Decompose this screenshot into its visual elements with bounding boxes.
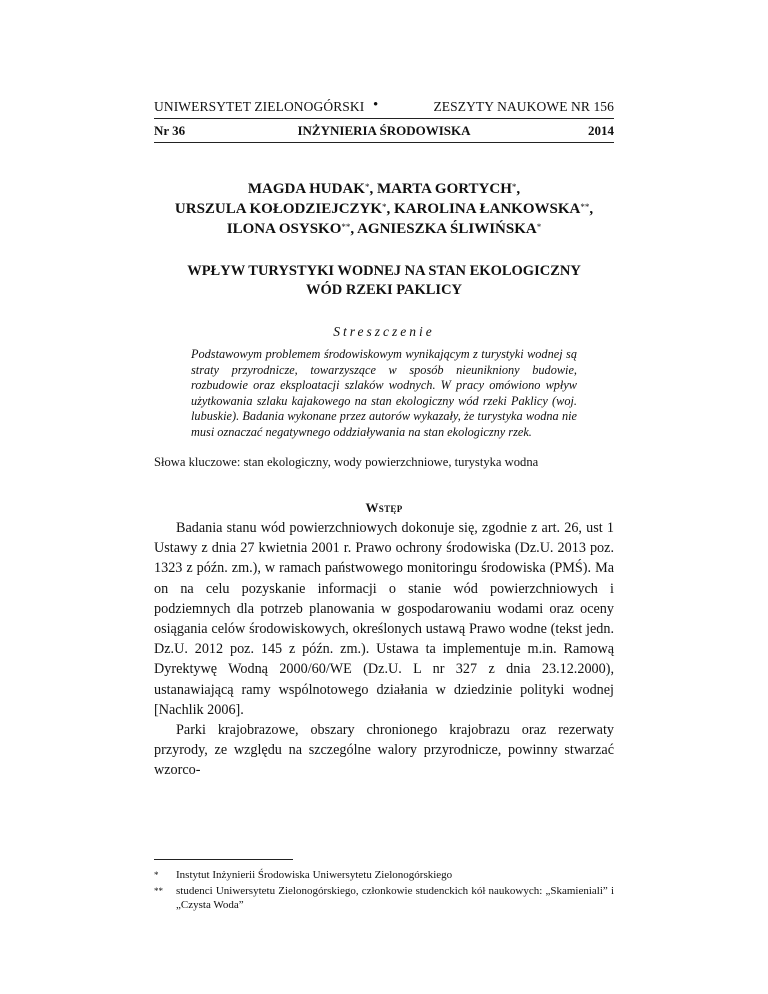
- author-name: MAGDA HUDAK: [247, 181, 365, 197]
- author-name: MARTA GORTYCH: [376, 181, 512, 197]
- footnote-text: studenci Uniwersytetu Zielonogórskiego, członkowie studenckich kół naukowych: „Skamieniali” i „Czysta Woda”: [176, 885, 614, 911]
- header-rule-top: [154, 118, 614, 119]
- footnote-rule: [154, 859, 293, 860]
- title-line: WÓD RZEKI PAKLICY: [305, 282, 463, 298]
- keywords: Słowa kluczowe: stan ekologiczny, wody powierzchniowe, turystyka wodna: [154, 455, 539, 469]
- paragraph: Badania stanu wód powierzchniowych dokonuje się, zgodnie z art. 26, ust 1 Ustawy z dnia 27 kwietnia 2001 r. Prawo ochrony środowiska (Dz.U. 2013 poz. 1323 z późn. zm.), w ramach państwowego monitoringu środowiska (PMŚ). Ma on na celu pozyskanie informacji o stanie wód powierzchniowych i podziemnych dla potrzeb planowania w gospodarowaniu wodami oraz oceny osiągania celów środowiskowych, określonych ustawą Prawo wodne (tekst jedn. Dz.U. 2012 poz. 145 z późn. zm.). Ustawa ta implementuje m.in. Ramową Dyrektywę Wodną 2000/60/WE (Dz.U. L nr 327 z dnia 23.12.2000), ustanawiającą ramy wspólnotowego działania w dziedzinie polityki wodnej [Nachlik 2006].: [154, 520, 614, 718]
- issue-number: Nr 36: [154, 123, 186, 138]
- running-header: [154, 99, 614, 117]
- author-name: AGNIESZKA ŚLIWIŃSKA: [357, 221, 537, 237]
- affiliation-mark: *: [382, 202, 387, 212]
- footnote: [154, 868, 614, 882]
- body-text: [154, 518, 614, 781]
- affiliation-mark: *: [511, 182, 517, 192]
- affiliation-mark: **: [341, 222, 351, 232]
- abstract-heading: Streszczenie: [333, 324, 435, 339]
- author-name: URSZULA KOŁODZIEJCZYK: [174, 201, 383, 217]
- affiliation-mark: **: [580, 202, 590, 212]
- author-name: ILONA OSYSKO: [226, 221, 342, 237]
- author-list: MAGDA HUDAK*, MARTA GORTYCH*, URSZULA KOŁODZIEJCZYK*, KAROLINA ŁANKOWSKA**, ILONA OSYSKO**, AGNIESZKA ŚLIWIŃSKA*: [174, 181, 594, 237]
- section-heading: Wstęp: [365, 500, 403, 515]
- university-name: UNIWERSYTET ZIELONOGÓRSKI: [154, 99, 365, 114]
- field-name: INŻYNIERIA ŚRODOWISKA: [297, 123, 471, 138]
- affiliation-mark: *: [536, 222, 542, 232]
- paper-title: [154, 262, 614, 300]
- footnote-mark: **: [154, 886, 163, 896]
- bullet-separator: •: [373, 97, 379, 113]
- footnote-text: Instytut Inżynierii Środowiska Uniwersytetu Zielonogórskiego: [176, 869, 453, 881]
- journal-name: ZESZYTY NAUKOWE NR 156: [433, 99, 614, 114]
- issue-year: 2014: [588, 123, 614, 138]
- issue-header: [154, 123, 614, 141]
- abstract-text: Podstawowym problemem środowiskowym wynikającym z turystyki wodnej są straty przyrodnicze, towarzyszące w sposób nieunikniony budowie, rozbudowie oraz eksploatacji szlaków wodnych. W pracy omówiono wpływ użytkowania szlaku kajakowego na stan ekologiczny wód rzeki Paklicy (woj. lubuskie). Badania wykonane przez autorów wykazały, że turystyka wodna nie musi oznaczać negatywnego oddziaływania na stan ekologiczny rzek.: [191, 347, 577, 439]
- paragraph: Parki krajobrazowe, obszary chronionego krajobrazu oraz rezerwaty przyrody, ze względu na szczególne walory przyrodnicze, powinny stwarzać wzorco-: [154, 722, 614, 779]
- footnote-mark: *: [154, 870, 159, 880]
- header-rule-bottom: [154, 142, 614, 143]
- footnote: [154, 884, 614, 912]
- title-line: WPŁYW TURYSTYKI WODNEJ NA STAN EKOLOGICZNY: [187, 263, 581, 279]
- author-name: KAROLINA ŁANKOWSKA: [394, 201, 581, 217]
- affiliation-mark: *: [364, 182, 370, 192]
